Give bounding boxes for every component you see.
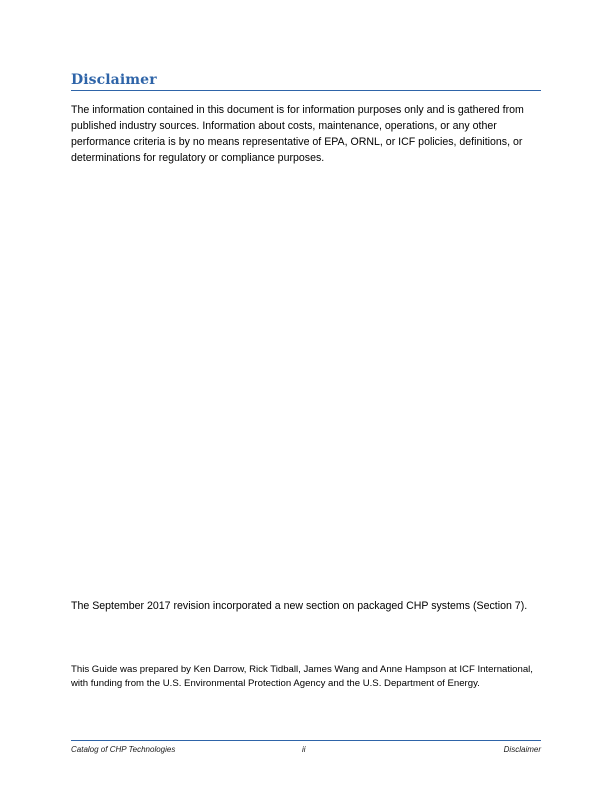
footer-page-number: ii [302,745,306,754]
revision-note-paragraph: The September 2017 revision incorporated a new section on packaged CHP systems (Section 7). [71,600,528,612]
credits-paragraph: This Guide was prepared by Ken Darrow, Rick Tidball, James Wang and Anne Hampson at ICF International, with funding from the U.S. Environmental Protection Agency and the U.S. Department of Energy. [71,664,533,689]
footer-rule [71,740,541,741]
heading-underline [71,90,541,91]
footer-document-title: Catalog of CHP Technologies [71,745,176,754]
section-heading: Disclaimer [71,72,157,88]
disclaimer-paragraph: The information contained in this document is for information purposes only and is gathered from published industry sources. Information about costs, maintenance, operations, or any other performance criteria is by no means representative of EPA, ORNL, or ICF policies, definitions, or determinations for regulatory or compliance purposes. [71,104,524,164]
footer-section-name: Disclaimer [503,745,541,754]
